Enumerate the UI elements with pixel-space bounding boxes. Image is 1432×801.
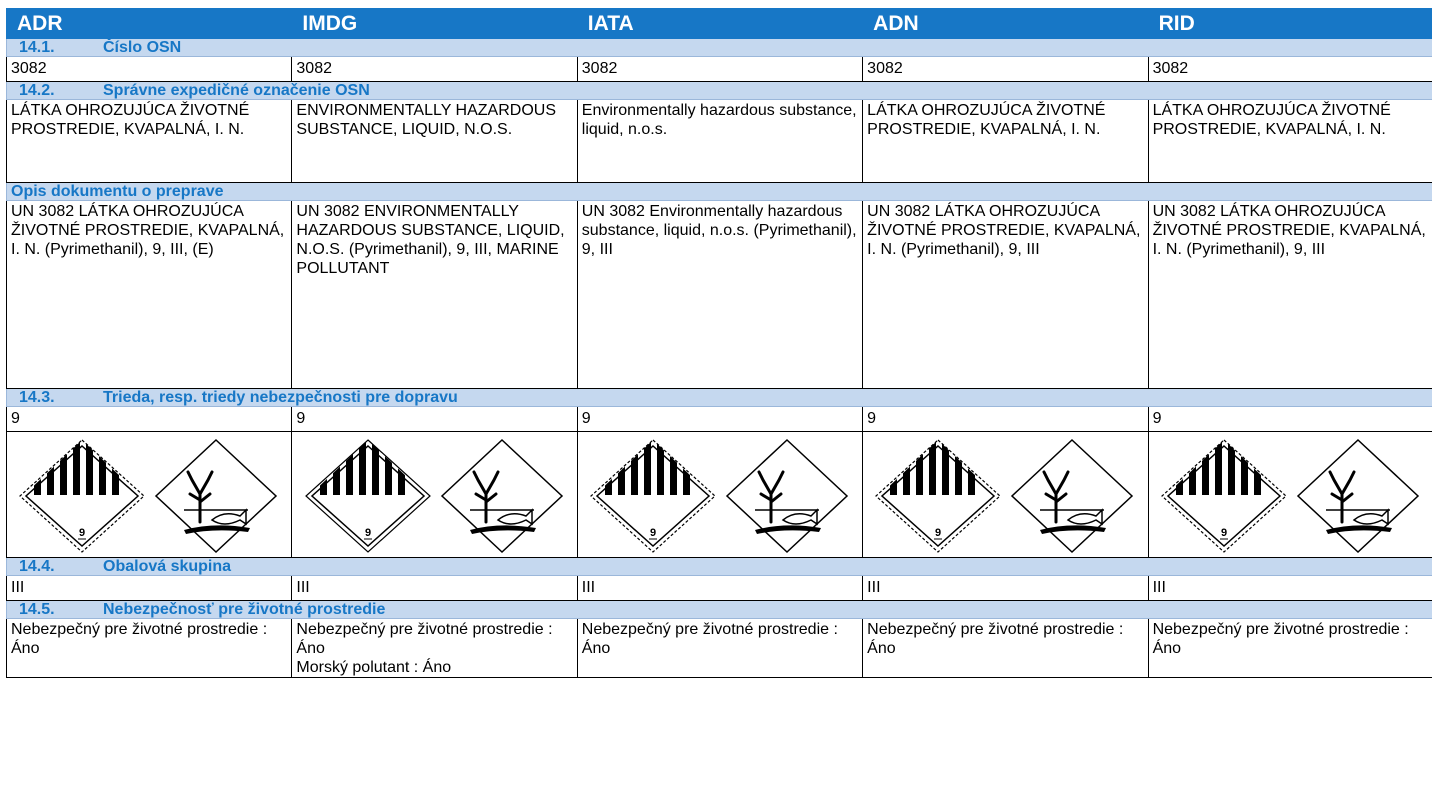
class-number: 9 bbox=[935, 526, 942, 539]
packing-group-row bbox=[7, 576, 1432, 601]
hazard-pictograms bbox=[14, 436, 284, 554]
pictogram-pair bbox=[578, 436, 862, 554]
doc-description-iata: UN 3082 Environmentally hazardous substance, liquid, n.o.s. (Pyrimethanil), 9, III bbox=[577, 201, 862, 389]
shipping-name-iata: Environmentally hazardous substance, liquid, n.o.s. bbox=[577, 100, 862, 183]
section-14-1 bbox=[7, 39, 1432, 57]
un-number-imdg: 3082 bbox=[292, 57, 577, 82]
env-hazard-imdg bbox=[292, 619, 577, 678]
doc-description-row bbox=[7, 201, 1432, 389]
un-number-adn: 3082 bbox=[863, 57, 1148, 82]
env-hazard-row bbox=[7, 619, 1432, 678]
class-9-diamond bbox=[1162, 440, 1286, 552]
hazard-class-rid: 9 bbox=[1148, 407, 1432, 432]
un-number-rid: 3082 bbox=[1148, 57, 1432, 82]
packing-group-adn: III bbox=[863, 576, 1148, 601]
env-hazard-iata: Nebezpečný pre životné prostredie : Áno bbox=[577, 619, 862, 678]
env-hazard-text: Nebezpečný pre životné prostredie : Áno bbox=[296, 621, 553, 657]
header-adr: ADR bbox=[7, 9, 292, 39]
pictogram-pair bbox=[863, 436, 1147, 554]
environment-diamond bbox=[1298, 440, 1418, 552]
hazard-pictograms bbox=[585, 436, 855, 554]
section-number: 14.5. bbox=[19, 601, 55, 618]
section-doc-description bbox=[7, 183, 1432, 201]
doc-description-rid: UN 3082 LÁTKA OHROZUJÚCA ŽIVOTNÉ PROSTREDIE, KVAPALNÁ, I. N. (Pyrimethanil), 9, III bbox=[1148, 201, 1432, 389]
section-number: 14.4. bbox=[19, 558, 55, 575]
regulation-header-row bbox=[7, 9, 1432, 39]
transport-info-table bbox=[6, 8, 1432, 678]
pictograms-iata bbox=[577, 432, 862, 558]
class-number: 9 bbox=[1220, 526, 1227, 539]
pictograms-imdg bbox=[292, 432, 577, 558]
hazard-class-iata: 9 bbox=[577, 407, 862, 432]
packing-group-adr: III bbox=[7, 576, 292, 601]
header-adn: ADN bbox=[863, 9, 1148, 39]
packing-group-iata: III bbox=[577, 576, 862, 601]
doc-description-adn: UN 3082 LÁTKA OHROZUJÚCA ŽIVOTNÉ PROSTREDIE, KVAPALNÁ, I. N. (Pyrimethanil), 9, III bbox=[863, 201, 1148, 389]
hazard-class-imdg: 9 bbox=[292, 407, 577, 432]
hazard-class-row bbox=[7, 407, 1432, 432]
hazard-class-adn: 9 bbox=[863, 407, 1148, 432]
section-title: Trieda, resp. triedy nebezpečnosti pre dopravu bbox=[103, 389, 458, 406]
section-title: Číslo OSN bbox=[103, 39, 182, 56]
pictograms-adr bbox=[7, 432, 292, 558]
doc-description-imdg: UN 3082 ENVIRONMENTALLY HAZARDOUS SUBSTANCE, LIQUID, N.O.S. (Pyrimethanil), 9, III, MARINE POLLUTANT bbox=[292, 201, 577, 389]
class-9-diamond bbox=[876, 440, 1000, 552]
environment-diamond bbox=[442, 440, 562, 552]
packing-group-rid: III bbox=[1148, 576, 1432, 601]
class-number: 9 bbox=[364, 526, 371, 539]
un-number-adr: 3082 bbox=[7, 57, 292, 82]
class-9-diamond bbox=[591, 440, 715, 552]
shipping-name-adn: LÁTKA OHROZUJÚCA ŽIVOTNÉ PROSTREDIE, KVAPALNÁ, I. N. bbox=[863, 100, 1148, 183]
hazard-class-adr: 9 bbox=[7, 407, 292, 432]
pictograms-adn bbox=[863, 432, 1148, 558]
section-14-3 bbox=[7, 389, 1432, 407]
section-number: 14.1. bbox=[19, 39, 55, 56]
env-hazard-adn: Nebezpečný pre životné prostredie : Áno bbox=[863, 619, 1148, 678]
un-number-row bbox=[7, 57, 1432, 82]
doc-description-adr: UN 3082 LÁTKA OHROZUJÚCA ŽIVOTNÉ PROSTREDIE, KVAPALNÁ, I. N. (Pyrimethanil), 9, III, (E) bbox=[7, 201, 292, 389]
header-rid: RID bbox=[1148, 9, 1432, 39]
section-14-4 bbox=[7, 558, 1432, 576]
pictogram-pair bbox=[1149, 436, 1432, 554]
env-hazard-adr: Nebezpečný pre životné prostredie : Áno bbox=[7, 619, 292, 678]
hazard-pictograms bbox=[1156, 436, 1426, 554]
shipping-name-imdg: ENVIRONMENTALLY HAZARDOUS SUBSTANCE, LIQUID, N.O.S. bbox=[292, 100, 577, 183]
pictograms-rid bbox=[1148, 432, 1432, 558]
section-title: Nebezpečnosť pre životné prostredie bbox=[103, 601, 386, 618]
pictogram-pair bbox=[7, 436, 291, 554]
section-14-5 bbox=[7, 601, 1432, 619]
section-number: 14.3. bbox=[19, 389, 55, 406]
section-number: 14.2. bbox=[19, 82, 55, 99]
un-number-iata: 3082 bbox=[577, 57, 862, 82]
pictogram-pair bbox=[292, 436, 576, 554]
shipping-name-rid: LÁTKA OHROZUJÚCA ŽIVOTNÉ PROSTREDIE, KVAPALNÁ, I. N. bbox=[1148, 100, 1432, 183]
environment-diamond bbox=[727, 440, 847, 552]
packing-group-imdg: III bbox=[292, 576, 577, 601]
section-14-2 bbox=[7, 82, 1432, 100]
class-9-diamond bbox=[306, 440, 430, 552]
class-number: 9 bbox=[79, 526, 86, 539]
pictogram-row bbox=[7, 432, 1432, 558]
section-title: Opis dokumentu o preprave bbox=[7, 183, 1432, 201]
class-9-diamond bbox=[20, 440, 144, 552]
shipping-name-adr: LÁTKA OHROZUJÚCA ŽIVOTNÉ PROSTREDIE, KVAPALNÁ, I. N. bbox=[7, 100, 292, 183]
class-number: 9 bbox=[649, 526, 657, 539]
environment-diamond bbox=[156, 440, 276, 552]
top-strip bbox=[0, 0, 1432, 8]
section-title: Obalová skupina bbox=[103, 558, 232, 575]
environment-diamond bbox=[1012, 440, 1132, 552]
marine-pollutant-text: Morský polutant : Áno bbox=[296, 659, 452, 676]
section-title: Správne expedičné označenie OSN bbox=[103, 82, 370, 99]
shipping-name-row bbox=[7, 100, 1432, 183]
hazard-pictograms bbox=[870, 436, 1140, 554]
env-hazard-rid: Nebezpečný pre životné prostredie : Áno bbox=[1148, 619, 1432, 678]
hazard-pictograms bbox=[300, 436, 570, 554]
header-imdg: IMDG bbox=[292, 9, 577, 39]
header-iata: IATA bbox=[577, 9, 862, 39]
